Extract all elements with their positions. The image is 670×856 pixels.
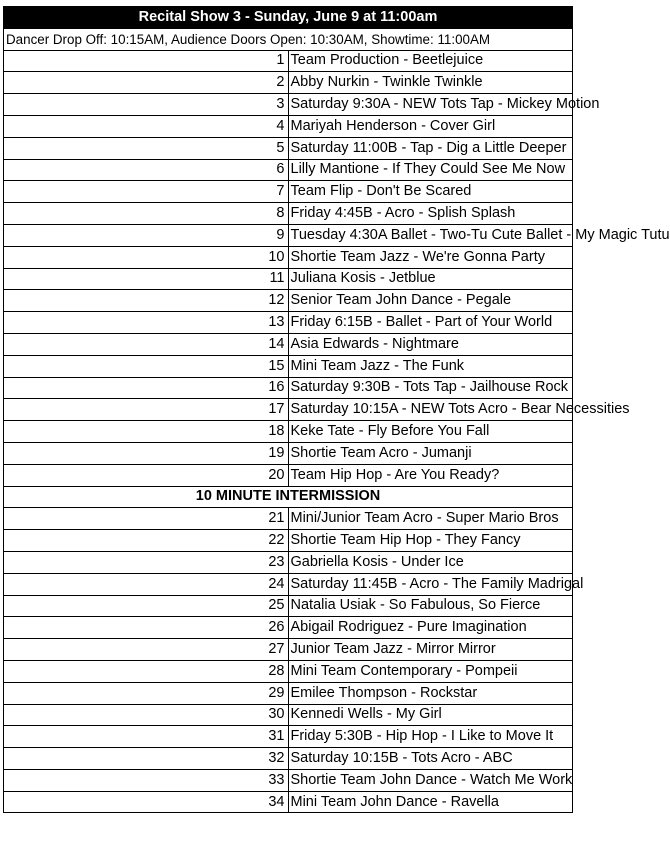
table-row — [4, 442, 573, 464]
table-row — [4, 290, 573, 312]
act-number: 16 — [4, 377, 289, 399]
table-row — [4, 660, 573, 682]
table-row — [4, 72, 573, 94]
act-number: 12 — [4, 290, 289, 312]
act-name: Mariyah Henderson - Cover Girl — [288, 115, 573, 137]
act-name: Mini Team John Dance - Ravella — [288, 791, 573, 813]
table-row — [4, 203, 573, 225]
table-row — [4, 94, 573, 116]
table-row — [4, 726, 573, 748]
act-name: Junior Team Jazz - Mirror Mirror — [288, 639, 573, 661]
act-number: 11 — [4, 268, 289, 290]
table-row — [4, 159, 573, 181]
act-number: 30 — [4, 704, 289, 726]
act-number: 21 — [4, 508, 289, 530]
table-row — [4, 617, 573, 639]
act-name: Shortie Team Acro - Jumanji — [288, 442, 573, 464]
title-row — [4, 7, 573, 29]
act-number: 34 — [4, 791, 289, 813]
act-number: 17 — [4, 399, 289, 421]
table-row — [4, 464, 573, 486]
table-row — [4, 312, 573, 334]
act-number: 25 — [4, 595, 289, 617]
table-row — [4, 551, 573, 573]
act-number: 23 — [4, 551, 289, 573]
act-number: 18 — [4, 421, 289, 443]
act-number: 5 — [4, 137, 289, 159]
act-name: Team Hip Hop - Are You Ready? — [288, 464, 573, 486]
act-number: 10 — [4, 246, 289, 268]
act-number: 26 — [4, 617, 289, 639]
table-row — [4, 791, 573, 813]
act-name: Natalia Usiak - So Fabulous, So Fierce — [288, 595, 573, 617]
table-row — [4, 704, 573, 726]
act-number: 6 — [4, 159, 289, 181]
table-row — [4, 224, 573, 246]
act-number: 4 — [4, 115, 289, 137]
act-name: Friday 4:45B - Acro - Splish Splash — [288, 203, 573, 225]
act-name: Friday 6:15B - Ballet - Part of Your World — [288, 312, 573, 334]
act-name: Tuesday 4:30A Ballet - Two-Tu Cute Ballet - My Magic Tutu — [288, 224, 573, 246]
act-number: 14 — [4, 333, 289, 355]
act-name: Emilee Thompson - Rockstar — [288, 682, 573, 704]
act-name: Saturday 10:15B - Tots Acro - ABC — [288, 748, 573, 770]
program-table-body — [4, 7, 670, 813]
table-row — [4, 50, 573, 72]
table-row — [4, 137, 573, 159]
act-number: 1 — [4, 50, 289, 72]
act-name: Saturday 11:00B - Tap - Dig a Little Deeper — [288, 137, 573, 159]
act-name: Mini Team Contemporary - Pompeii — [288, 660, 573, 682]
act-name: Saturday 10:15A - NEW Tots Acro - Bear Necessities — [288, 399, 573, 421]
act-name: Gabriella Kosis - Under Ice — [288, 551, 573, 573]
act-number: 13 — [4, 312, 289, 334]
table-row — [4, 115, 573, 137]
table-row — [4, 530, 573, 552]
act-name: Asia Edwards - Nightmare — [288, 333, 573, 355]
table-row — [4, 682, 573, 704]
table-row — [4, 333, 573, 355]
show-times-info: Dancer Drop Off: 10:15AM, Audience Doors Open: 10:30AM, Showtime: 11:00AM — [4, 28, 573, 50]
act-name: Lilly Mantione - If They Could See Me Now — [288, 159, 573, 181]
act-name: Saturday 11:45B - Acro - The Family Madrigal — [288, 573, 573, 595]
act-number: 22 — [4, 530, 289, 552]
act-name: Kennedi Wells - My Girl — [288, 704, 573, 726]
act-name: Shortie Team Hip Hop - They Fancy — [288, 530, 573, 552]
table-row — [4, 181, 573, 203]
times-row — [4, 28, 573, 50]
act-name: Abigail Rodriguez - Pure Imagination — [288, 617, 573, 639]
recital-program-table — [3, 6, 670, 813]
act-number: 31 — [4, 726, 289, 748]
table-row — [4, 421, 573, 443]
show-title: Recital Show 3 - Sunday, June 9 at 11:00am — [4, 7, 573, 29]
act-name: Friday 5:30B - Hip Hop - I Like to Move It — [288, 726, 573, 748]
act-number: 7 — [4, 181, 289, 203]
act-number: 29 — [4, 682, 289, 704]
act-number: 33 — [4, 769, 289, 791]
act-name: Mini/Junior Team Acro - Super Mario Bros — [288, 508, 573, 530]
table-row — [4, 573, 573, 595]
table-row — [4, 508, 573, 530]
act-name: Mini Team Jazz - The Funk — [288, 355, 573, 377]
table-row — [4, 399, 573, 421]
act-name: Team Flip - Don't Be Scared — [288, 181, 573, 203]
table-row — [4, 769, 573, 791]
act-name: Team Production - Beetlejuice — [288, 50, 573, 72]
act-number: 9 — [4, 224, 289, 246]
table-row — [4, 595, 573, 617]
act-name: Abby Nurkin - Twinkle Twinkle — [288, 72, 573, 94]
table-row — [4, 355, 573, 377]
act-number: 24 — [4, 573, 289, 595]
act-name: Saturday 9:30B - Tots Tap - Jailhouse Rock — [288, 377, 573, 399]
act-number: 3 — [4, 94, 289, 116]
act-name: Saturday 9:30A - NEW Tots Tap - Mickey Motion — [288, 94, 573, 116]
intermission-row — [4, 486, 573, 508]
act-name: Keke Tate - Fly Before You Fall — [288, 421, 573, 443]
table-row — [4, 268, 573, 290]
act-number: 20 — [4, 464, 289, 486]
table-row — [4, 377, 573, 399]
act-name: Shortie Team John Dance - Watch Me Work — [288, 769, 573, 791]
table-row — [4, 748, 573, 770]
act-name: Juliana Kosis - Jetblue — [288, 268, 573, 290]
act-number: 28 — [4, 660, 289, 682]
table-row — [4, 246, 573, 268]
act-number: 32 — [4, 748, 289, 770]
act-number: 19 — [4, 442, 289, 464]
act-number: 15 — [4, 355, 289, 377]
intermission-label: 10 MINUTE INTERMISSION — [4, 486, 573, 508]
table-row — [4, 639, 573, 661]
act-name: Senior Team John Dance - Pegale — [288, 290, 573, 312]
act-number: 2 — [4, 72, 289, 94]
act-name: Shortie Team Jazz - We're Gonna Party — [288, 246, 573, 268]
act-number: 8 — [4, 203, 289, 225]
act-number: 27 — [4, 639, 289, 661]
